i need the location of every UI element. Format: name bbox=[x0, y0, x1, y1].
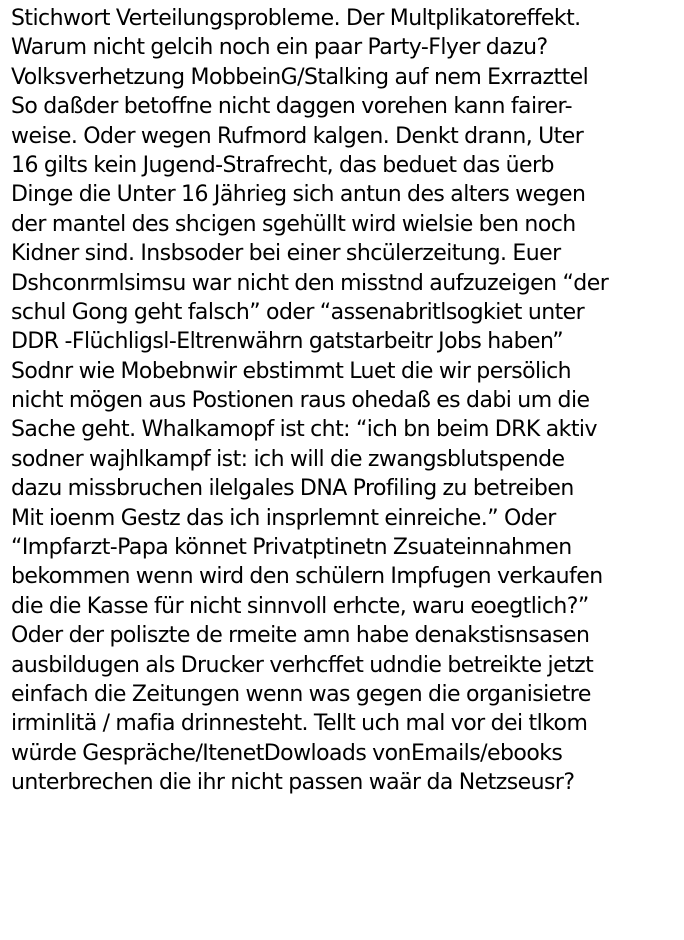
text-line: Dinge die Unter 16 Jährieg sich antun des alters wegen bbox=[11, 182, 586, 208]
text-line: ausbildugen als Drucker verhcffet udndie betreikte jetzt bbox=[11, 652, 594, 678]
text-line: Warum nicht gelcih noch ein paar Party-Flyer dazu? bbox=[11, 35, 548, 61]
text-line: Sache geht. Whalkamopf ist cht: “ich bn beim DRK aktiv bbox=[11, 417, 597, 443]
text-line: bekommen wenn wird den schülern Impfugen verkaufen bbox=[11, 564, 603, 590]
text-line: So daßder betoffne nicht daggen vorehen kann fairer- bbox=[11, 94, 572, 120]
text-line: Stichwort Verteilungsprobleme. Der Multplikatoreffekt. bbox=[11, 6, 581, 31]
body-text bbox=[11, 4, 681, 798]
text-line: 16 gilts kein Jugend-Strafrecht, das beduet das üerb bbox=[11, 152, 554, 178]
text-line: Sodnr wie Mobebnwir ebstimmt Luet die wir persölich bbox=[11, 358, 572, 384]
text-line: unterbrechen die ihr nicht passen waär da Netzseusr? bbox=[11, 770, 575, 796]
text-line: der mantel des shcigen sgehüllt wird wielsie ben noch bbox=[11, 211, 576, 237]
text-line: Volksverhetzung MobbeinG/Stalking auf nem Exrrazttel bbox=[11, 64, 589, 90]
text-line: sodner wajhlkampf ist: ich will die zwangsblutspende bbox=[11, 446, 565, 472]
text-line: “Impfarzt-Papa könnet Privatptinetn Zsuateinnahmen bbox=[11, 535, 572, 561]
text-line: die die Kasse für nicht sinnvoll erhcte, waru eoegtlich?” bbox=[11, 593, 589, 619]
text-line: Oder der poliszte de rmeite amn habe denakstisnsasen bbox=[11, 623, 590, 649]
text-line: nicht mögen aus Postionen raus ohedaß es dabi um die bbox=[11, 388, 590, 414]
text-line: DDR -Flüchligsl-Eltrenwährn gatstarbeitr Jobs haben” bbox=[11, 329, 564, 355]
text-line: Mit ioenm Gestz das ich insprlemnt einreiche.” Oder bbox=[11, 505, 556, 531]
text-line: einfach die Zeitungen wenn was gegen die organisietre bbox=[11, 681, 591, 707]
text-line: Kidner sind. Insbsoder bei einer shcülerzeitung. Euer bbox=[11, 241, 561, 267]
text-line: dazu missbruchen ilelgales DNA Profiling zu betreiben bbox=[11, 476, 574, 502]
text-line: irminlitä / mafia drinnesteht. Tellt uch mal vor dei tlkom bbox=[11, 711, 588, 737]
text-line: weise. Oder wegen Rufmord kalgen. Denkt drann, Uter bbox=[11, 123, 584, 149]
text-line: würde Gespräche/ItenetDowloads vonEmails/ebooks bbox=[11, 740, 563, 766]
text-line: Dshconrmlsimsu war nicht den misstnd aufzuzeigen “der bbox=[11, 270, 609, 296]
text-line: schul Gong geht falsch” oder “assenabritlsogkiet unter bbox=[11, 299, 585, 325]
